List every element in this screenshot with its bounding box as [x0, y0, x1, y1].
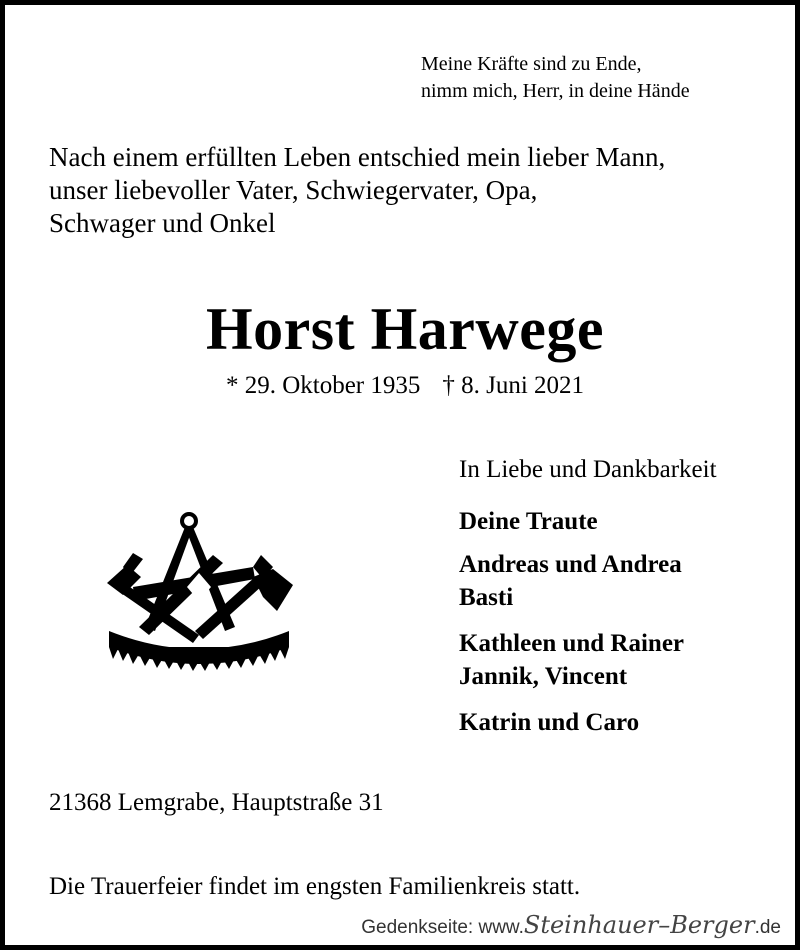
intro-line-1: Nach einem erfüllten Leben entschied mein lieber Mann, — [49, 142, 666, 172]
death-date: † 8. Juni 2021 — [442, 372, 585, 399]
ceremony-note: Die Trauerfeier findet im engsten Familienkreis statt. — [49, 873, 581, 900]
intro-text — [49, 141, 665, 240]
brand-name-1: Steinhauer — [523, 911, 659, 939]
intro-line-2: unser liebevoller Vater, Schwiegervater, Opa, — [49, 175, 538, 205]
address: 21368 Lemgrabe, Hauptstraße 31 — [49, 789, 384, 816]
mourner-group-4 — [459, 706, 639, 739]
mourner-line: Katrin und Caro — [459, 709, 640, 736]
birth-date: * 29. Oktober 1935 — [225, 372, 421, 399]
mourner-group-3 — [459, 627, 684, 693]
motto-verse — [421, 51, 690, 105]
link-prefix: Gedenkseite: www. — [361, 917, 524, 938]
mourner-group-1 — [459, 505, 598, 538]
mourner-line: Jannik, Vincent — [459, 663, 628, 690]
mourner-line: Basti — [459, 584, 514, 611]
mourner-line: Kathleen und Rainer — [459, 630, 685, 657]
intro-line-3: Schwager und Onkel — [49, 208, 276, 238]
life-dates — [5, 372, 800, 400]
dedication-line: In Liebe und Dankbarkeit — [459, 456, 717, 483]
mourner-line: Andreas und Andrea — [459, 551, 682, 578]
motto-line-2: nimm mich, Herr, in deine Hände — [421, 80, 690, 102]
motto-line-1: Meine Kräfte sind zu Ende, — [421, 53, 642, 75]
link-suffix: .de — [754, 917, 781, 938]
emblem-graphic — [103, 507, 295, 679]
deceased-name: Horst Harwege — [205, 296, 605, 362]
brand-dash: – — [658, 911, 671, 939]
brand-name-2: Berger — [670, 911, 755, 939]
mourner-group-2 — [459, 548, 682, 614]
mourner-line: Deine Traute — [459, 508, 598, 535]
carpenter-guild-emblem-icon — [103, 507, 295, 679]
memorial-page-link[interactable] — [361, 911, 781, 939]
